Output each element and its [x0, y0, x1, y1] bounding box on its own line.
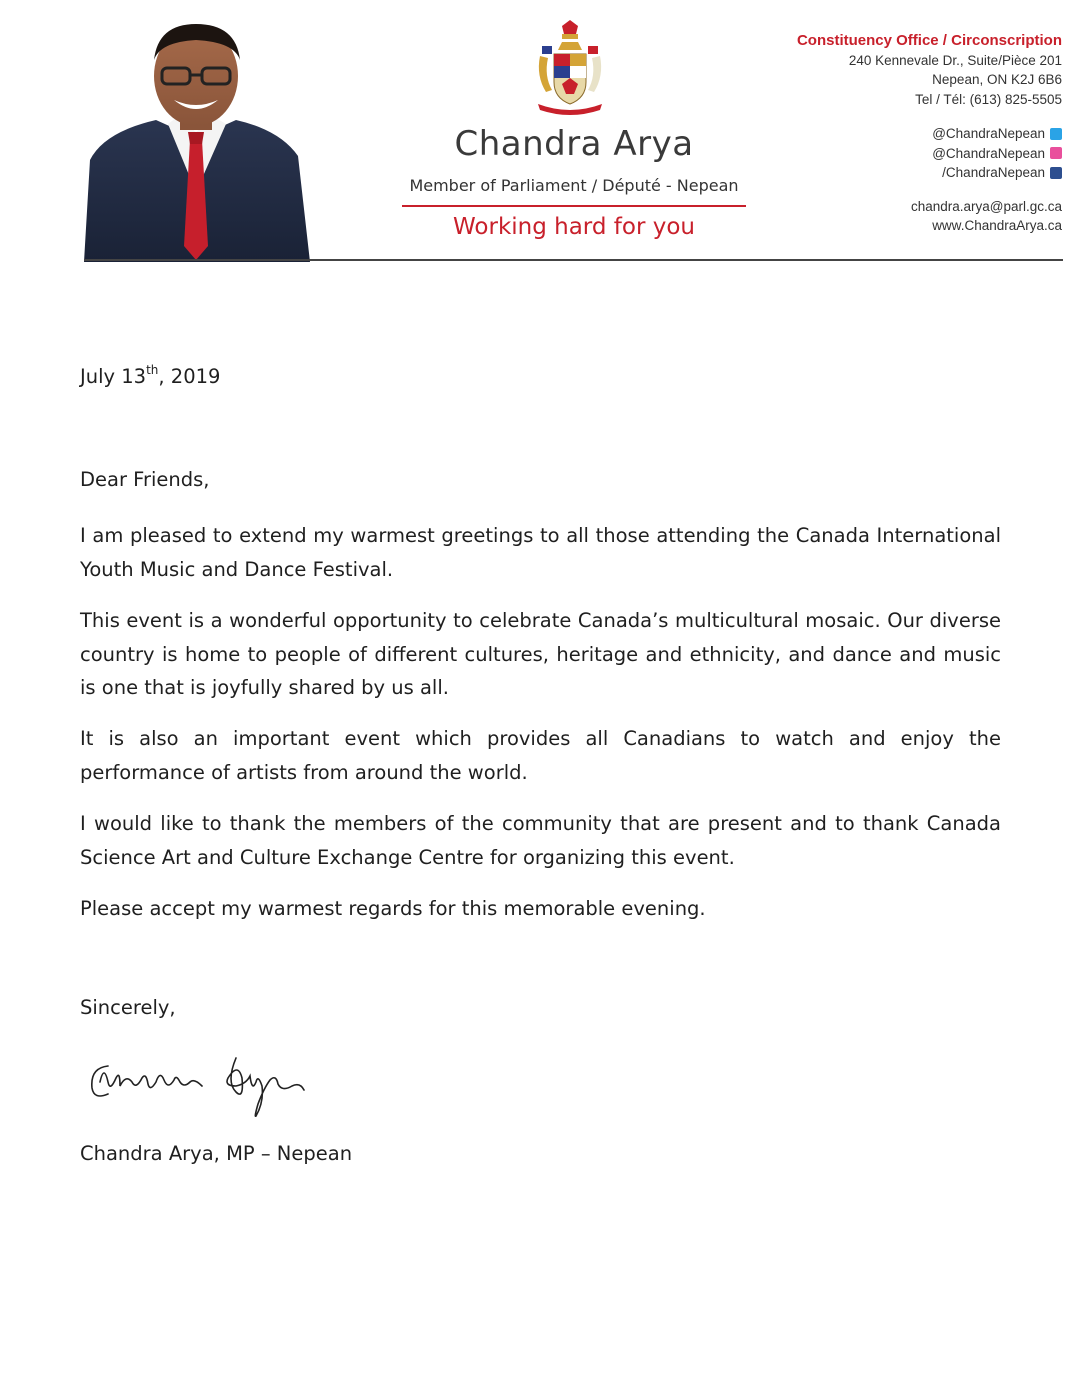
- salutation: Dear Friends,: [80, 468, 210, 491]
- date-main: July 13: [80, 365, 147, 388]
- handwritten-signature: [86, 1052, 312, 1118]
- mp-name-heading: Chandra Arya: [454, 124, 694, 164]
- email-address: chandra.arya@parl.gc.ca: [910, 198, 1062, 214]
- office-heading: Constituency Office / Circonscription: [796, 32, 1062, 49]
- red-divider: [402, 205, 746, 207]
- date-year: , 2019: [158, 365, 221, 388]
- header-divider: [84, 259, 1063, 261]
- mp-role-text: Member of Parliament / Député - Nepean: [409, 176, 739, 195]
- instagram-icon: [1050, 147, 1062, 159]
- twitter-handle-row: [762, 124, 1062, 144]
- letter-date: [80, 365, 220, 388]
- instagram-handle: @ChandraNepean: [932, 145, 1045, 161]
- tagline: Working hard for you: [453, 214, 695, 240]
- twitter-icon: [1050, 128, 1062, 140]
- letterhead: [0, 0, 1080, 264]
- twitter-handle: @ChandraNepean: [932, 126, 1045, 141]
- paragraph-4: I would like to thank the members of the community that are present and to thank Canada Science Art and Culture Exchange Centre for organizing this event.: [80, 812, 1001, 869]
- signoff-name: Chandra Arya, MP – Nepean: [80, 1142, 353, 1165]
- website-url: www.ChandraArya.ca: [932, 218, 1062, 233]
- date-ordinal: th: [146, 363, 159, 377]
- closing: Sincerely,: [80, 996, 176, 1019]
- contact-block: [762, 31, 1062, 236]
- phone-number: Tel / Tél: (613) 825-5505: [915, 91, 1062, 107]
- paragraph-1: I am pleased to extend my warmest greetings to all those attending the Canada International Youth Music and Dance Festival.: [80, 524, 1001, 581]
- instagram-handle-row: [762, 144, 1062, 164]
- mp-portrait-photo: [84, 20, 310, 262]
- paragraph-2: This event is a wonderful opportunity to celebrate Canada’s multicultural mosaic. Our diverse country is home to people of different cultures, heritage and ethnicity, and dance and music is one that is joyfully shared by us all.: [80, 609, 1001, 699]
- address-line-1: 240 Kennevale Dr., Suite/Pièce 201: [848, 52, 1062, 68]
- coat-of-arms-icon: [532, 20, 608, 118]
- address-line-2: Nepean, ON K2J 6B6: [932, 72, 1062, 87]
- paragraph-5: Please accept my warmest regards for this memorable evening.: [80, 897, 706, 920]
- facebook-handle-row: [762, 163, 1062, 183]
- facebook-icon: [1050, 167, 1062, 179]
- paragraph-3: It is also an important event which provides all Canadians to watch and enjoy the performance of artists from around the world.: [80, 727, 1001, 784]
- facebook-handle: /ChandraNepean: [942, 165, 1045, 180]
